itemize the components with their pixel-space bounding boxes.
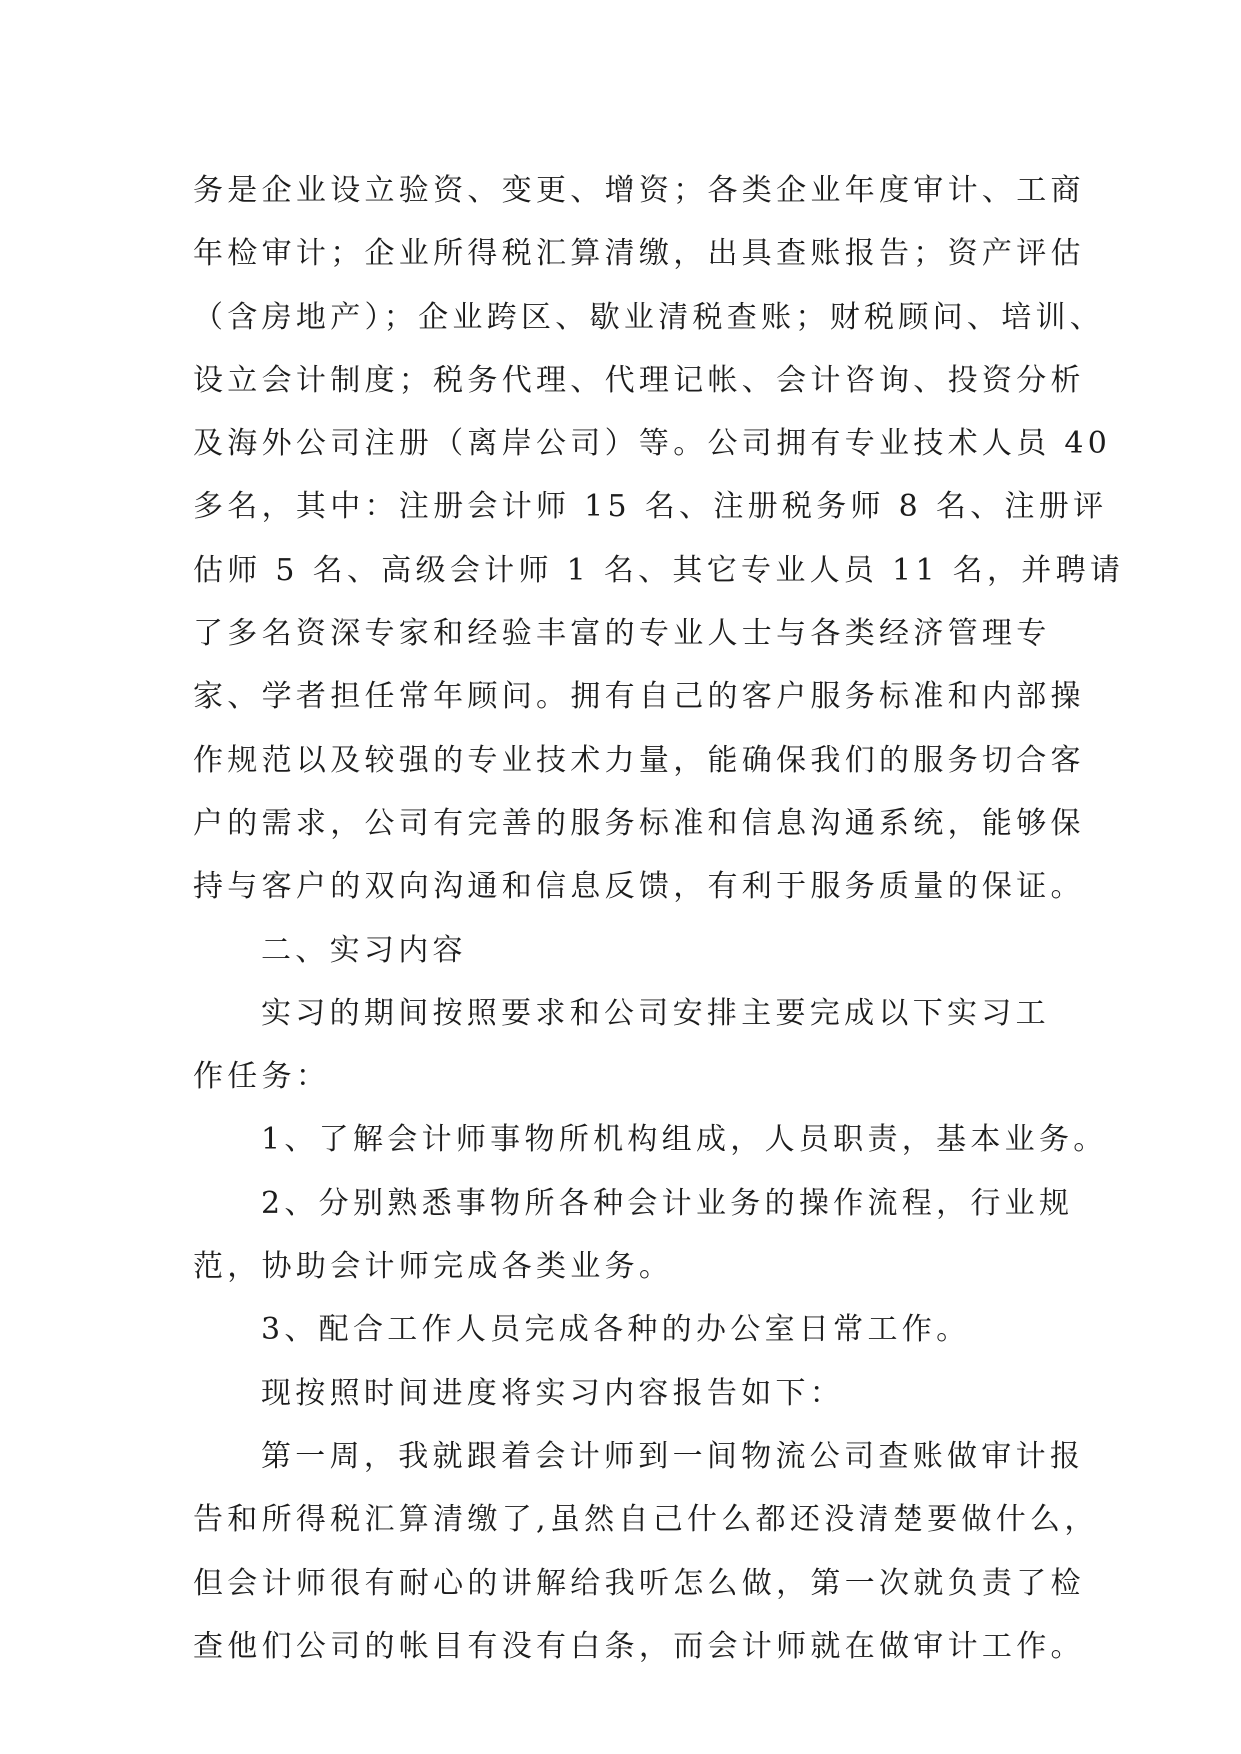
- text-line: 告和所得税汇算清缴了,虽然自己什么都还没清楚要做什么，: [193, 1502, 1099, 1538]
- text-line: 估师 5 名、高级会计师 1 名、其它专业人员 11 名，并聘请: [193, 552, 1125, 588]
- text-line: 作规范以及较强的专业技术力量，能确保我们的服务切合客: [193, 742, 1085, 778]
- text-line: 设立会计制度；税务代理、代理记帐、会计咨询、投资分析: [193, 362, 1085, 398]
- text-line: 务是企业设立验资、变更、增资；各类企业年度审计、工商: [193, 173, 1085, 208]
- text-line: 作任务：: [193, 1059, 331, 1095]
- text-line: 了多名资深专家和经验丰富的专业人士与各类经济管理专: [193, 616, 1051, 652]
- list-item: [193, 1108, 1121, 1171]
- paragraph-tasks-intro: [193, 982, 1121, 1109]
- text-line: 3、配合工作人员完成各种的办公室日常工作。: [261, 1312, 971, 1348]
- list-item: [193, 1172, 1121, 1299]
- paragraph-company-intro: [193, 159, 1125, 919]
- text-line: 户的需求，公司有完善的服务标准和信息沟通系统，能够保: [193, 805, 1085, 841]
- text-line: 及海外公司注册（离岸公司）等。公司拥有专业技术人员 40: [193, 426, 1112, 462]
- paragraph-week-one: [193, 1425, 1121, 1678]
- text-line: （含房地产）；企业跨区、歇业清税查账；财税顾问、培训、: [193, 299, 1105, 335]
- list-item: [193, 1298, 1121, 1361]
- section-heading: [193, 919, 1121, 982]
- text-line: 实习的期间按照要求和公司安排主要完成以下实习工: [261, 995, 1050, 1031]
- text-line: 现按照时间进度将实习内容报告如下：: [261, 1375, 845, 1411]
- text-line: 但会计师很有耐心的讲解给我听怎么做，第一次就负责了检: [193, 1565, 1085, 1601]
- text-line: 持与客户的双向沟通和信息反馈，有利于服务质量的保证。: [193, 869, 1085, 905]
- text-line: 家、学者担任常年顾问。拥有自己的客户服务标准和内部操: [193, 679, 1085, 715]
- paragraph-report-intro: [193, 1362, 1121, 1425]
- text-line: 1、了解会计师事物所机构组成，人员职责，基本业务。: [261, 1122, 1108, 1158]
- text-line: 范，协助会计师完成各类业务。: [193, 1249, 674, 1285]
- text-line: 多名，其中：注册会计师 15 名、注册税务师 8 名、注册评: [193, 489, 1108, 525]
- text-line: 2、分别熟悉事物所各种会计业务的操作流程，行业规: [261, 1185, 1074, 1221]
- text-line: 第一周，我就跟着会计师到一间物流公司查账做审计报: [261, 1438, 1085, 1474]
- text-line: 年检审计；企业所得税汇算清缴，出具查账报告；资产评估: [193, 236, 1085, 272]
- section-heading-text: 二、实习内容: [261, 932, 467, 968]
- text-line: 查他们公司的帐目有没有白条，而会计师就在做审计工作。: [193, 1628, 1085, 1664]
